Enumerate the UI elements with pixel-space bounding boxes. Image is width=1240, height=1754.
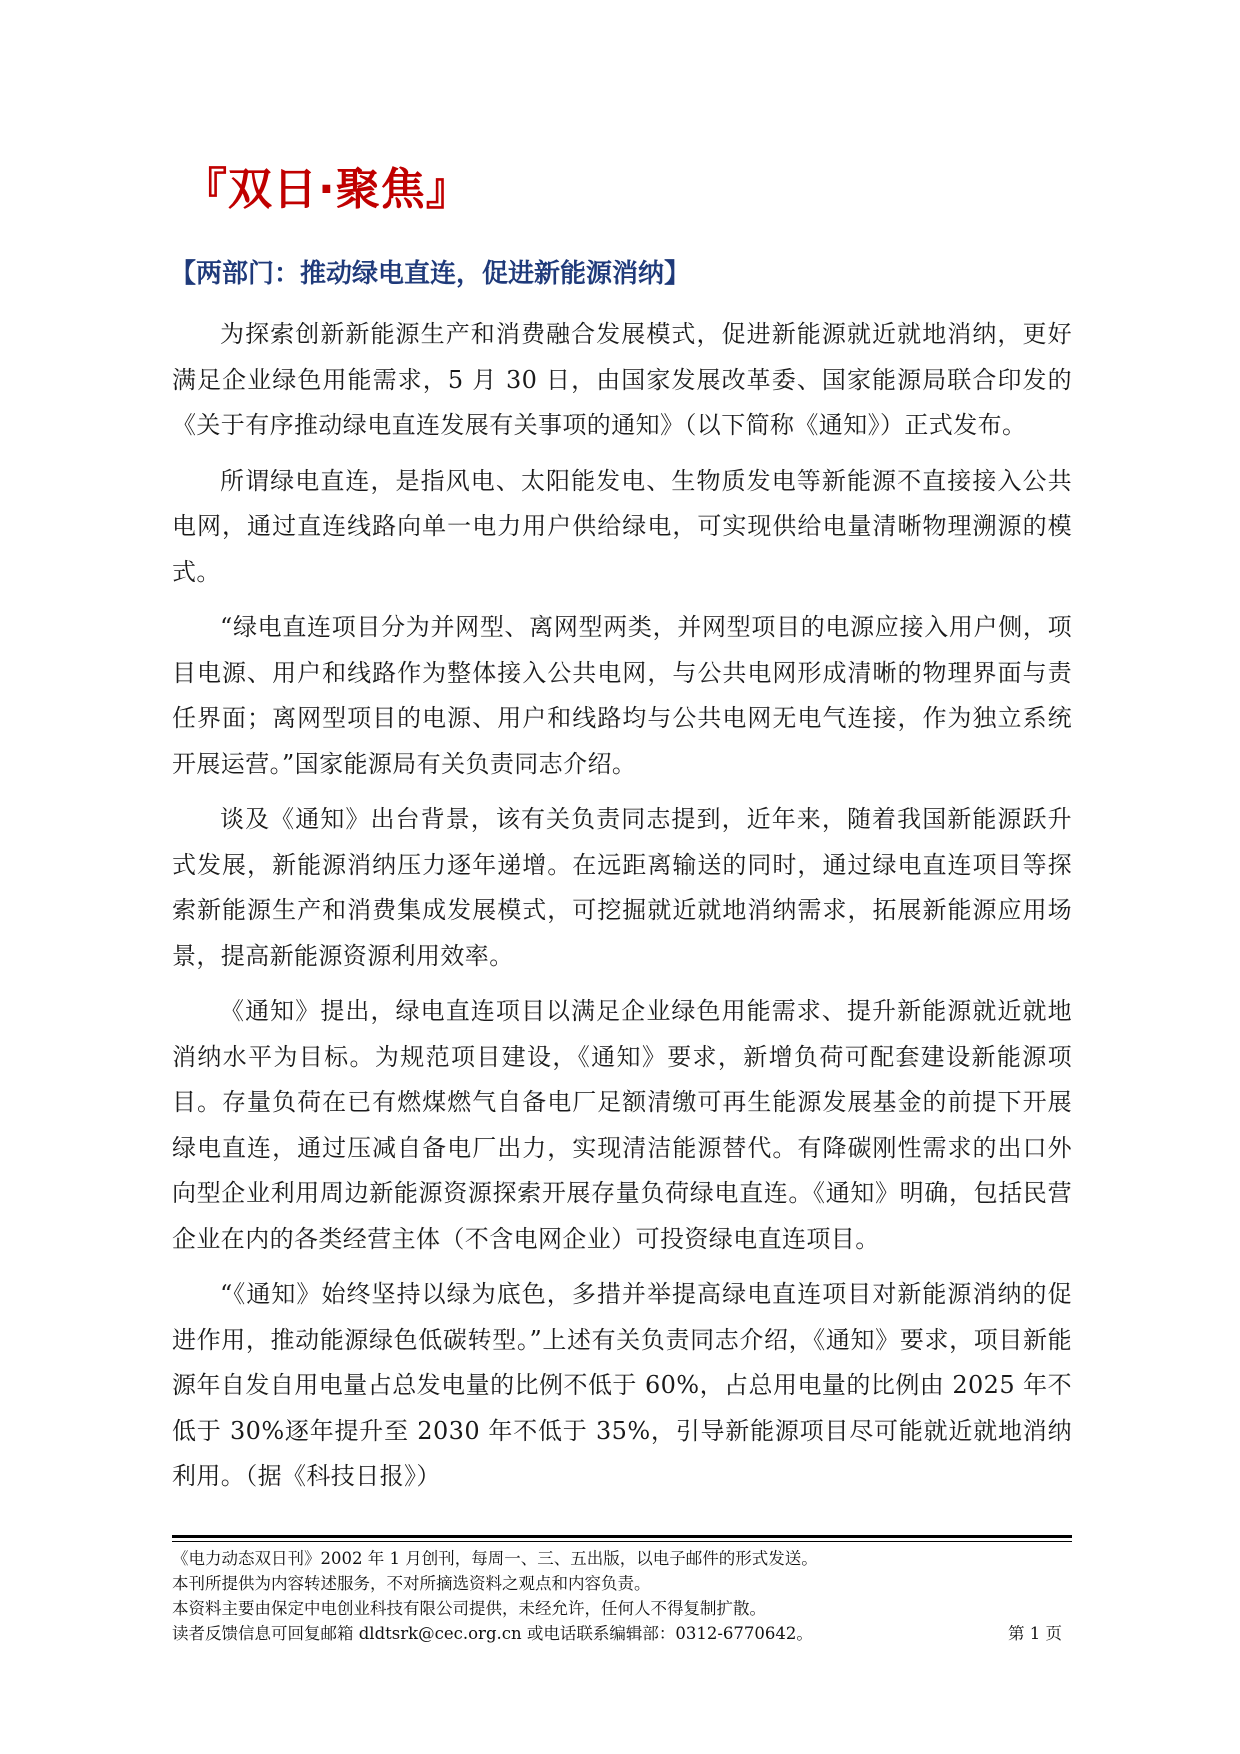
article-paragraph: 所谓绿电直连，是指风电、太阳能发电、生物质发电等新能源不直接接入公共电网，通过直连线路向单一电力用户供给绿电，可实现供给电量清晰物理溯源的模式。: [172, 466, 1072, 586]
footer-publication-info: 《电力动态双日刊》2002 年 1 月创刊，每周一、三、五出版，以电子邮件的形式发送。: [172, 1549, 818, 1568]
footer: [172, 1546, 1072, 1646]
footer-divider-thick: [172, 1535, 1072, 1538]
article-paragraph: 谈及《通知》出台背景，该有关负责同志提到，近年来，随着我国新能源跃升式发展，新能源消纳压力逐年递增。在远距离输送的同时，通过绿电直连项目等探索新能源生产和消费集成发展模式，可挖掘就近就地消纳需求，拓展新能源应用场景，提高新能源资源利用效率。: [172, 805, 1072, 970]
footer-contact-row: [172, 1621, 1072, 1646]
footer-divider-thin: [172, 1541, 1072, 1542]
column-title: 『双日·聚焦』: [183, 164, 471, 215]
article-paragraph: “绿电直连项目分为并网型、离网型两类，并网型项目的电源应接入用户侧，项目电源、用户和线路作为整体接入公共电网，与公共电网形成清晰的物理界面与责任界面；离网型项目的电源、用户和线路均与公共电网无电气连接，作为独立系统开展运营。”国家能源局有关负责同志介绍。: [172, 613, 1072, 778]
footer-contact: 读者反馈信息可回复邮箱 dldtsrk@cec.org.cn 或电话联系编辑部：0312-6770642。: [172, 1624, 813, 1643]
article-paragraph: 《通知》提出，绿电直连项目以满足企业绿色用能需求、提升新能源就近就地消纳水平为目标。为规范项目建设，《通知》要求，新增负荷可配套建设新能源项目。存量负荷在已有燃煤燃气自备电厂足额清缴可再生能源发展基金的前提下开展绿电直连，通过压减自备电厂出力，实现清洁能源替代。有降碳刚性需求的出口外向型企业利用周边新能源资源探索开展存量负荷绿电直连。《通知》明确，包括民营企业在内的各类经营主体（不含电网企业）可投资绿电直连项目。: [172, 997, 1072, 1253]
article-body: [172, 312, 1072, 1510]
article-paragraph: “《通知》始终坚持以绿为底色，多措并举提高绿电直连项目对新能源消纳的促进作用，推动能源绿色低碳转型。”上述有关负责同志介绍，《通知》要求，项目新能源年自发自用电量占总发电量的比例不低于 60%，占总用电量的比例由 2025 年不低于 30%逐年提升至 2030 年不低于 35%，引导新能源项目尽可能就近就地消纳利用。（据《科技日报》）: [172, 1280, 1072, 1490]
article-title: 【两部门：推动绿电直连，促进新能源消纳】: [170, 259, 691, 289]
article-paragraph: 为探索创新新能源生产和消费融合发展模式，促进新能源就近就地消纳，更好满足企业绿色用能需求，5 月 30 日，由国家发展改革委、国家能源局联合印发的《关于有序推动绿电直连发展有关事项的通知》（以下简称《通知》）正式发布。: [172, 320, 1072, 439]
page-number: 第 1 页: [1008, 1624, 1062, 1643]
footer-disclaimer: 本刊所提供为内容转述服务，不对所摘选资料之观点和内容负责。: [172, 1574, 651, 1593]
footer-copyright: 本资料主要由保定中电创业科技有限公司提供，未经允许，任何人不得复制扩散。: [172, 1599, 766, 1618]
